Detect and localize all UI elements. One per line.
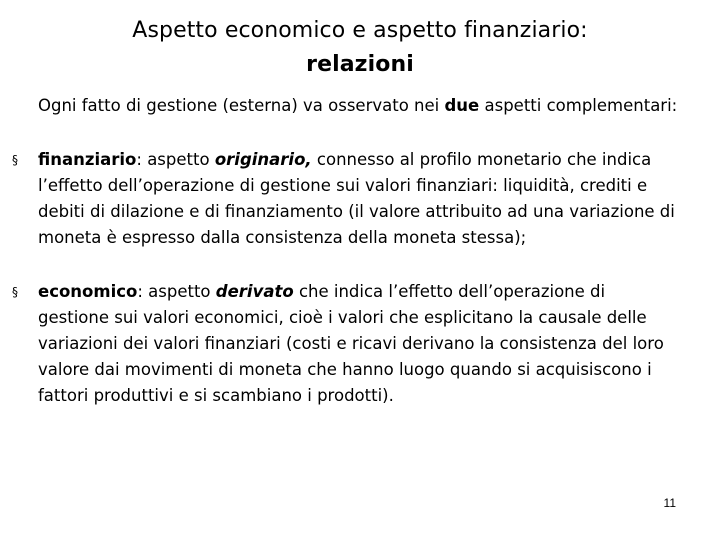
bullet-text-b: connesso al profilo monetario che indica l’effetto dell’operazione di gestione sui valori finanziari: liquidità, crediti e debiti di dilazione e di finanziamento (il valore attribuito ad una variazione di moneta è espresso dalla consistenza della moneta stessa); bbox=[38, 150, 675, 247]
bullet-text-b: che indica l’effetto dell’operazione di gestione sui valori economici, cioè i valori che esplicitano la causale delle variazioni dei valori finanziari (costi e ricavi derivano la consistenza del loro valore dai movimenti di moneta che hanno luogo quando si acquisiscono i fattori produttivi e si scambiano i prodotti). bbox=[38, 282, 664, 405]
bullet-emphasis: derivato bbox=[215, 282, 294, 301]
intro-text-start: Ogni fatto di gestione (esterna) va osservato nei bbox=[38, 96, 445, 115]
slide-title-line2: relazioni bbox=[306, 52, 414, 77]
intro-emphasis: due bbox=[444, 96, 480, 115]
page-number: 11 bbox=[663, 496, 676, 510]
bullet-term: finanziario bbox=[38, 150, 137, 169]
bullet-economico bbox=[12, 279, 678, 409]
bullet-finanziario bbox=[12, 147, 678, 251]
bullet-text-a: : aspetto bbox=[136, 150, 215, 169]
bullet-marker-icon: § bbox=[12, 285, 18, 299]
slide-title bbox=[0, 14, 720, 82]
slide-title-line1: Aspetto economico e aspetto finanziario: bbox=[132, 18, 588, 43]
bullet-term: economico bbox=[38, 282, 138, 301]
intro-text-end: aspetti complementari: bbox=[479, 96, 678, 115]
intro-paragraph bbox=[38, 93, 688, 119]
bullet-text-a: : aspetto bbox=[137, 282, 216, 301]
bullet-emphasis: originario, bbox=[214, 150, 312, 169]
bullet-marker-icon: § bbox=[12, 153, 18, 167]
